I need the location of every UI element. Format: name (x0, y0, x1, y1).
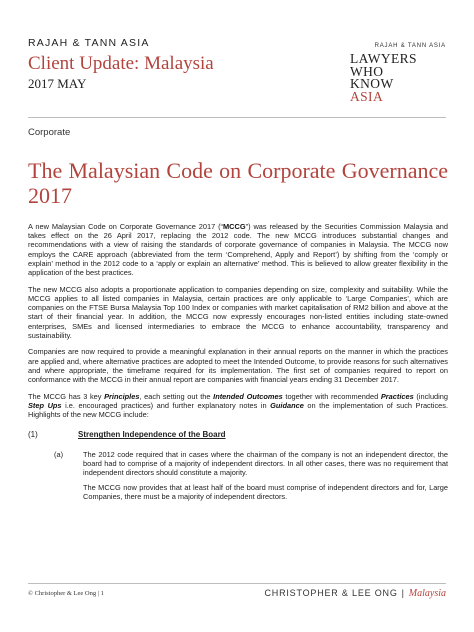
footer-separator: | (401, 588, 405, 598)
header-divider (28, 117, 446, 118)
paragraph-reporting: Companies are now required to provide a meaningful explanation in their annual reports on the manner in which the practices are applied and, where alternative practices are adopted to meet the Intended Outcome, to provide reasons for such alternatives and where appropriate, the timeframe required for its implementation. The first set of companies required to report on conformance with the MCCG in their annual report are companies with financial years ending 31 December 2017. (28, 347, 448, 385)
logo-line-lawyers: LAWYERS (350, 51, 417, 66)
footer-brand (264, 588, 446, 599)
section-number: (1) (28, 430, 38, 440)
paragraph-proportionate: The new MCCG also adopts a proportionate application to companies depending on size, complexity and suitability. While the MCCG applies to all listed companies in Malaysia, certain practices are only applicable to ‘Large Companies’, which are companies on the FTSE Bursa Malaysia Top 100 Index or companies with market capitalisation of RM2 billion and above at the start of their financial year. In addition, the MCCG now expressly encourages non-listed entities including state-owned enterprises, SMEs and licensed intermediaries to embrace the MCCG to enhance accountability, transparency and sustainability. (28, 284, 448, 340)
sub-item-text-2: The MCCG now provides that at least half of the board must comprise of independent directors and for, Large Companies, there must be a majority of independent directors. (83, 483, 448, 502)
footer-divider (28, 583, 446, 584)
section-title: Strengthen Independence of the Board (78, 430, 226, 440)
category-label: Corporate (28, 127, 71, 138)
issue-date: 2017 MAY (28, 76, 87, 91)
logo-line-who: WHO (350, 63, 384, 79)
client-update-title: Client Update: Malaysia (28, 53, 214, 74)
mccg-abbrev: MCCG (223, 222, 246, 231)
article-body (28, 222, 448, 515)
logo-line-know: KNOW (350, 76, 394, 91)
rajah-tann-logo-brand: RAJAH & TANN ASIA (374, 43, 446, 49)
article-title: The Malaysian Code on Corporate Governance 2017 (28, 158, 448, 208)
sub-item-label: (a) (54, 449, 64, 459)
footer-firm-name: CHRISTOPHER & LEE ONG (264, 588, 398, 598)
sub-item-a (28, 450, 448, 508)
paragraph-intro: A new Malaysian Code on Corporate Governance 2017 (“MCCG”) was released by the Securities Commission Malaysia and takes effect on the 26 April 2017, replacing the 2012 code. The new MCCG introduces substantial changes and recommendations with a view of raising the standards of corporate governance of companies in Malaysia. The MCCG now employs the CARE approach (abbreviated from the term ‘Comprehend, Apply and Report’) by shifting from the ‘comply or explain’ method in the 2012 code to a ‘apply or explain an alternative’ method. This is believed to allow greater flexibility in the application of the best practices. (28, 222, 448, 278)
lawyers-who-know-asia-logo (350, 53, 417, 103)
section-heading (28, 430, 448, 439)
paragraph-principles: The MCCG has 3 key Principles, each setting out the Intended Outcomes together with recommended Practices (including Step Ups i.e. encouraged practices) and further explanatory notes in Guidance on the implementation of such Practices. Highlights of the new MCCG include: (28, 391, 449, 420)
footer-country: Malaysia (408, 588, 446, 599)
footer-copyright: © Christopher & Lee Ong | 1 (28, 590, 104, 597)
rajah-tann-brand: RAJAH & TANN ASIA (28, 37, 150, 49)
sub-item-text-1: The 2012 code required that in cases where the chairman of the company is not an independent director, the board had to comprise of a majority of independent directors. In all other cases, there was no requirement that independent directors should constitute a majority. (83, 449, 448, 477)
logo-line-asia: ASIA (350, 88, 384, 104)
